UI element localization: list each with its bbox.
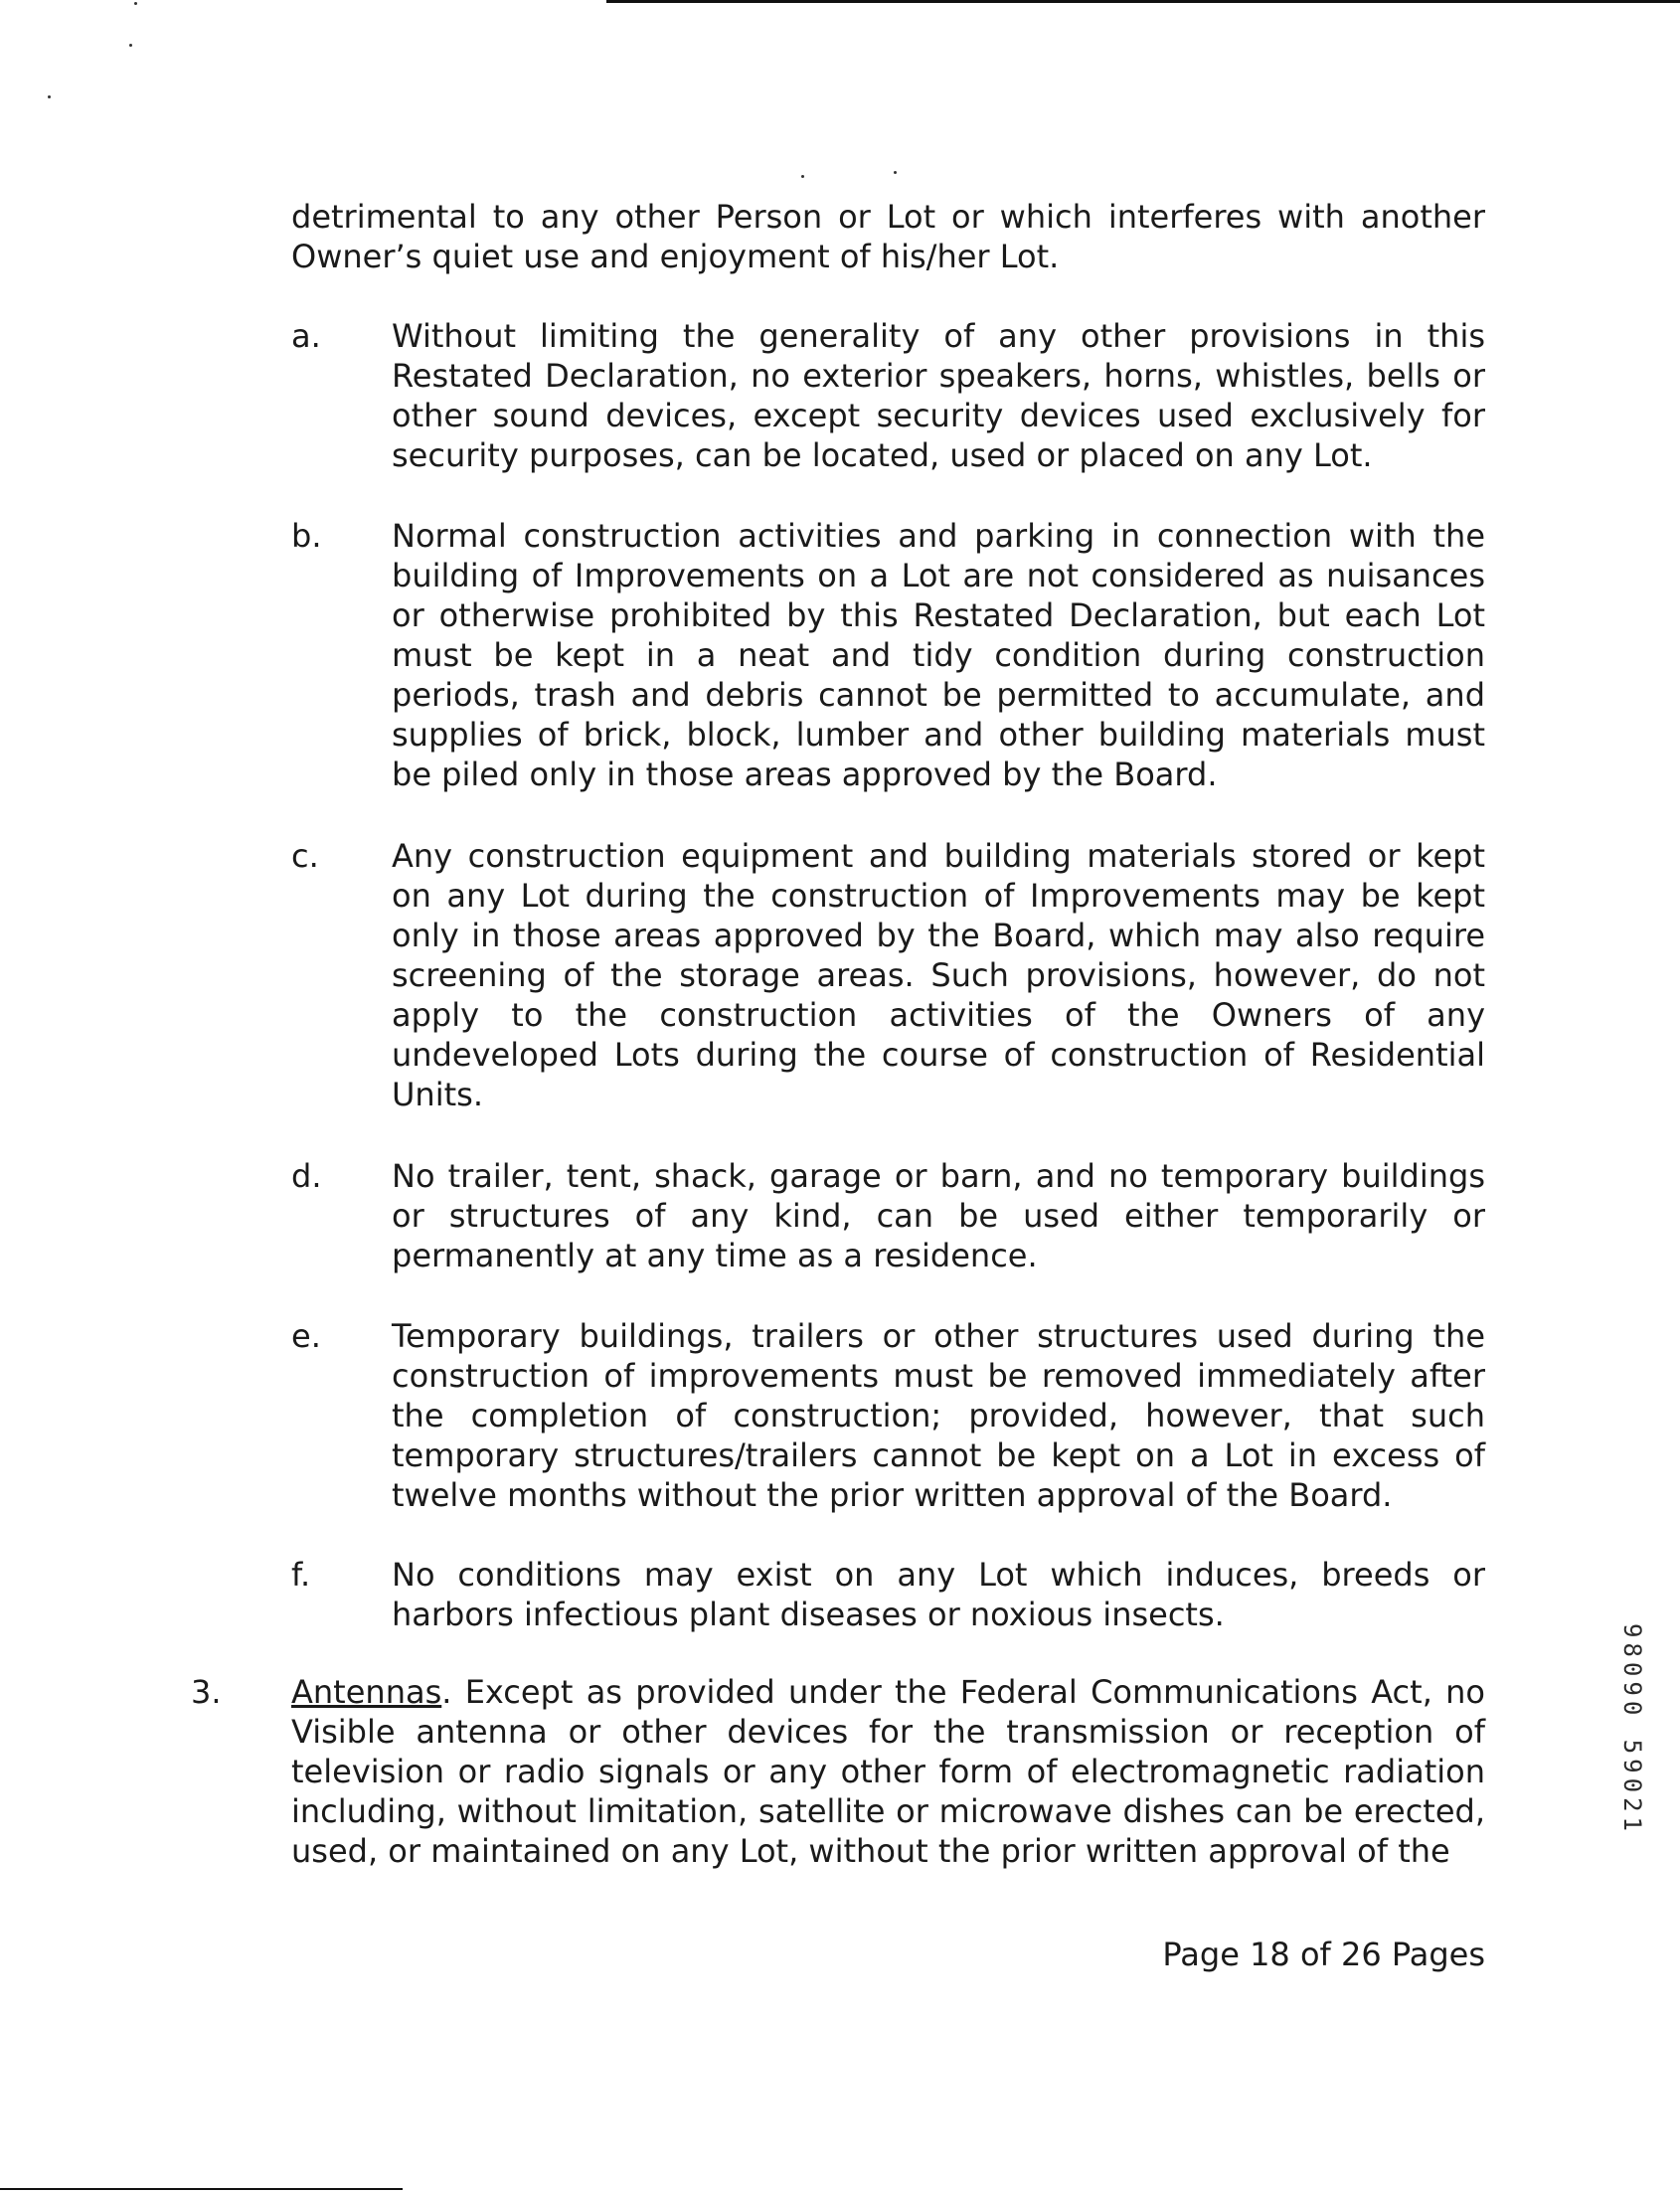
list-item-text: No conditions may exist on any Lot which induces, breeds or harbors infectious plant diseases or noxious insects.	[392, 1556, 1485, 1633]
scan-speck	[801, 175, 804, 178]
list-marker: e.	[291, 1317, 321, 1355]
list-marker: f.	[291, 1556, 311, 1594]
section-heading: Antennas	[291, 1673, 442, 1711]
list-marker: a.	[291, 317, 321, 355]
section-3-text	[291, 1672, 1485, 1871]
scan-speck	[134, 2, 137, 5]
list-item-text: Without limiting the generality of any other provisions in this Restated Declaration, no exterior speakers, horns, whistles, bells or other sound devices, except security devices used exclusively for security purposes, can be located, used or placed on any Lot.	[392, 317, 1485, 474]
lead-paragraph: detrimental to any other Person or Lot or which interferes with another Owner’s quiet use and enjoyment of his/her Lot.	[291, 198, 1485, 275]
list-marker: d.	[291, 1157, 322, 1195]
section-heading-punct: .	[441, 1673, 452, 1711]
scan-border-top	[606, 0, 1680, 3]
scan-speck	[129, 44, 132, 47]
section-number: 3.	[191, 1673, 222, 1711]
section-body: Except as provided under the Federal Communications Act, no Visible antenna or other devices for the transmission or reception of television or radio signals or any other form of electromagnetic radiation including, without limitation, satellite or microwave dishes can be erected, used, or maintained on any Lot, without the prior written approval of the	[291, 1673, 1485, 1870]
margin-stamp	[1607, 1601, 1657, 1859]
margin-stamp-text: 98090 59021	[1618, 1623, 1647, 1836]
scan-border-bottom	[0, 2188, 403, 2190]
scan-speck	[894, 171, 897, 174]
list-item-text: Normal construction activities and parking in connection with the building of Improvements on a Lot are not considered as nuisances or otherwise prohibited by this Restated Declaration, but each Lot must be kept in a neat and tidy condition during construction periods, trash and debris cannot be permitted to accumulate, and supplies of brick, block, lumber and other building materials must be piled only in those areas approved by the Board.	[392, 517, 1485, 793]
list-marker: b.	[291, 517, 322, 555]
list-item-text: Any construction equipment and building materials stored or kept on any Lot during the construction of Improvements may be kept only in those areas approved by the Board, which may also require screening of the storage areas. Such provisions, however, do not apply to the construction activities of the Owners of any undeveloped Lots during the course of construction of Residential Units.	[392, 837, 1485, 1113]
list-item-text: Temporary buildings, trailers or other structures used during the construction of improvements must be removed immediately after the completion of construction; provided, however, that such temporary structures/trailers cannot be kept on a Lot in excess of twelve months without the prior written approval of the Board.	[392, 1317, 1485, 1514]
list-item-text: No trailer, tent, shack, garage or barn, and no temporary buildings or structures of any kind, can be used either temporarily or permanently at any time as a residence.	[392, 1157, 1485, 1274]
scan-speck	[48, 95, 51, 98]
list-marker: c.	[291, 837, 319, 875]
page-number: Page 18 of 26 Pages	[1162, 1936, 1485, 1973]
